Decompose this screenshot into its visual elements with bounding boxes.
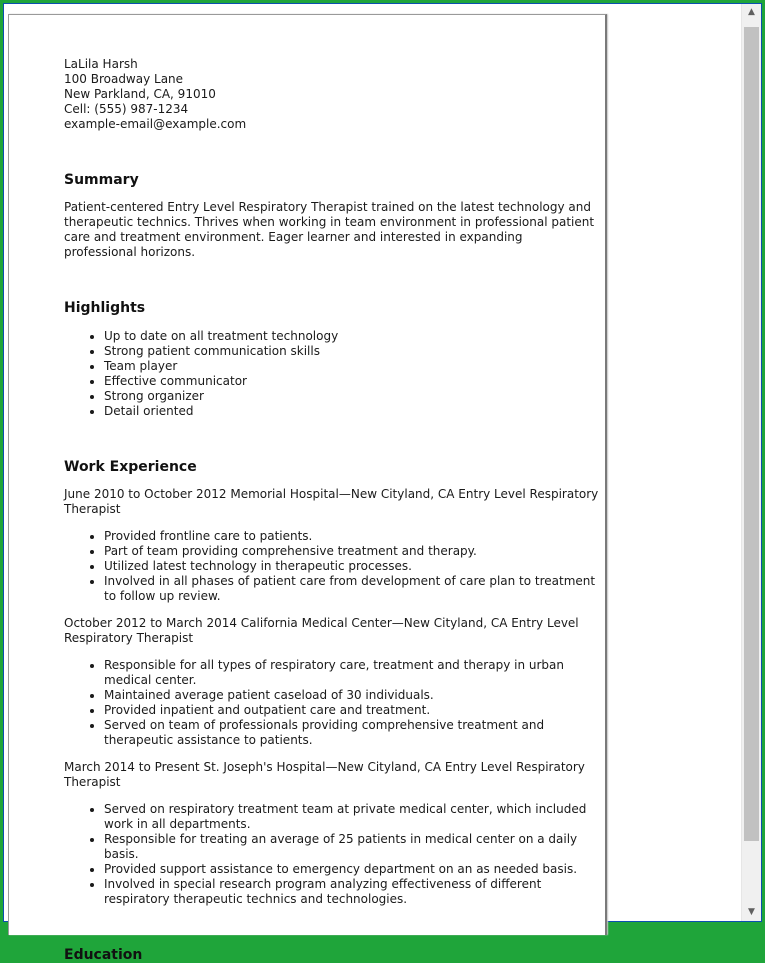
job-2-bullets — [64, 658, 599, 748]
scroll-down-icon[interactable]: ▼ — [748, 907, 755, 917]
list-item: • Responsible for treating an average of 25 patients in medical center on a daily basis. — [104, 832, 599, 862]
job-3-bullets — [64, 802, 599, 907]
summary-text: Patient-centered Entry Level Respiratory Therapist trained on the latest technology and therapeutic technics. Thrives when working in team environment in professional patient care and treatment environment. Eager learner and interested in expanding professional horizons. — [64, 200, 595, 259]
education-heading: Education — [64, 947, 143, 963]
job-3-title: March 2014 to Present St. Joseph's Hospital—New Cityland, CA Entry Level Respiratory Therapist — [64, 760, 585, 789]
list-item: • Served on team of professionals providing comprehensive treatment and therapeutic assistance to patients. — [104, 718, 599, 748]
resume-content — [64, 57, 599, 963]
job-1-title: June 2010 to October 2012 Memorial Hospital—New Cityland, CA Entry Level Respiratory Therapist — [64, 487, 599, 516]
list-item: • Provided frontline care to patients. — [104, 529, 599, 544]
scroll-thumb[interactable] — [744, 27, 759, 841]
list-item: • Maintained average patient caseload of 30 individuals. — [104, 688, 599, 703]
contact-address: 100 Broadway Lane — [64, 72, 184, 86]
list-item: • Utilized latest technology in therapeutic processes. — [104, 559, 599, 574]
list-item: • Detail oriented — [104, 404, 599, 419]
scroll-up-icon[interactable]: ▲ — [748, 7, 755, 17]
list-item: • Served on respiratory treatment team at private medical center, which included work in all departments. — [104, 802, 599, 832]
job-2-title: October 2012 to March 2014 California Medical Center—New Cityland, CA Entry Level Respiratory Therapist — [64, 616, 579, 645]
list-item: • Up to date on all treatment technology — [104, 329, 599, 344]
work-experience-heading: Work Experience — [64, 459, 197, 475]
list-item: • Provided support assistance to emergency department on an as needed basis. — [104, 862, 599, 877]
highlights-heading: Highlights — [64, 300, 146, 316]
highlights-list — [64, 329, 599, 419]
contact-phone: Cell: (555) 987-1234 — [64, 102, 189, 116]
list-item: • Effective communicator — [104, 374, 599, 389]
list-item: • Team player — [104, 359, 599, 374]
contact-name: LaLila Harsh — [64, 57, 138, 71]
list-item: • Strong patient communication skills — [104, 344, 599, 359]
job-1-bullets — [64, 529, 599, 604]
contact-email: example-email@example.com — [64, 117, 247, 131]
resume-page — [8, 14, 607, 963]
list-item: • Responsible for all types of respiratory care, treatment and therapy in urban medical center. — [104, 658, 599, 688]
contact-block — [64, 57, 599, 132]
document-viewer — [3, 3, 762, 963]
contact-city: New Parkland, CA, 91010 — [64, 87, 216, 101]
summary-heading: Summary — [64, 172, 139, 188]
list-item: • Part of team providing comprehensive treatment and therapy. — [104, 544, 599, 559]
list-item: • Provided inpatient and outpatient care and treatment. — [104, 703, 599, 718]
vertical-scrollbar[interactable] — [741, 4, 761, 921]
list-item: • Involved in all phases of patient care from development of care plan to treatment to follow up review. — [104, 574, 599, 604]
list-item: • Strong organizer — [104, 389, 599, 404]
list-item: • Involved in special research program analyzing effectiveness of different respiratory therapeutic technics and technologies. — [104, 877, 599, 907]
